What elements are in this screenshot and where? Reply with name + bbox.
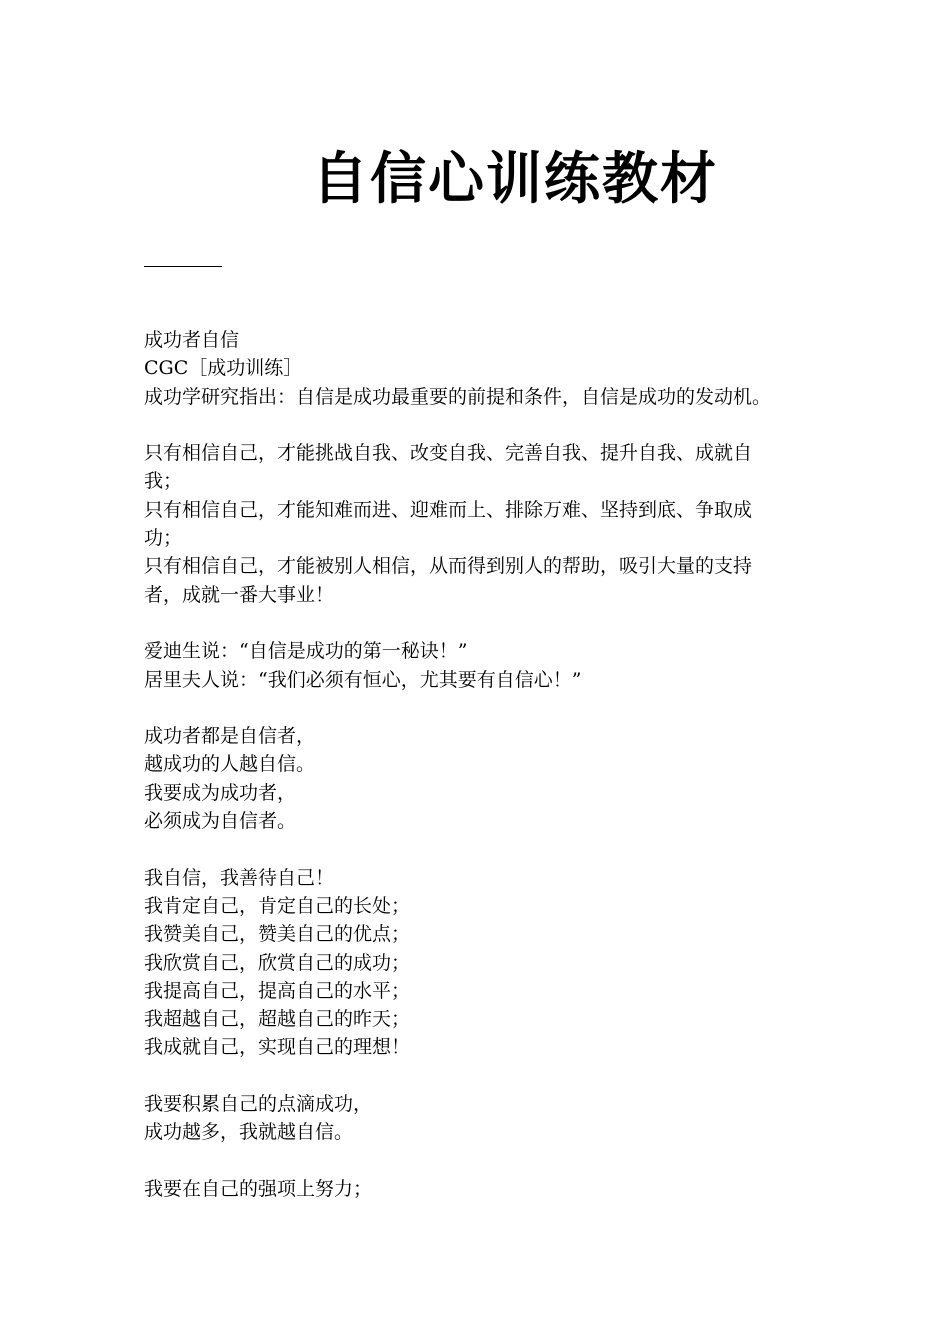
body-text-line: 功； [144, 527, 183, 550]
body-text-line: 只有相信自己，才能知难而进、迎难而上、排除万难、坚持到底、争取成 [144, 498, 753, 521]
body-text-line: 成功学研究指出：自信是成功最重要的前提和条件，自信是成功的发动机。 [144, 385, 772, 408]
document-title: 自信心训练教材 [312, 147, 718, 212]
body-text-line: CGC［成功训练］ [144, 357, 303, 380]
title-divider [144, 266, 222, 267]
blank-line [144, 694, 874, 722]
body-text-line: 我提高自己，提高自己的水平； [144, 979, 411, 1002]
blank-line [144, 1147, 874, 1175]
body-text-line: 我超越自己，超越自己的昨天； [144, 1008, 411, 1031]
body-text-line: 居里夫人说：“我们必须有恒心，尤其要有自信心！” [144, 668, 582, 691]
body-text-line: 我自信，我善待自己！ [144, 866, 335, 889]
body-text-line: 必须成为自信者。 [144, 810, 297, 833]
body-text-line: 成功者都是自信者， [144, 725, 316, 748]
body-text-line: 成功者自信 [144, 329, 240, 351]
blank-line [144, 1062, 874, 1090]
blank-line [144, 609, 874, 637]
body-text-line: 我欣赏自己，欣赏自己的成功； [144, 951, 411, 974]
blank-line [144, 835, 874, 863]
body-text-line: 我要在自己的强项上努力； [144, 1177, 373, 1200]
body-text-line: 我成就自己，实现自己的理想！ [144, 1036, 411, 1059]
body-text-line: 我要成为成功者， [144, 781, 297, 804]
document-body [144, 326, 874, 1203]
body-text-line: 我； [144, 470, 183, 493]
body-text-line: 我赞美自己，赞美自己的优点； [144, 923, 411, 946]
body-text-line: 成功越多，我就越自信。 [144, 1121, 354, 1144]
body-text-line: 爱迪生说：“自信是成功的第一秘诀！” [144, 640, 468, 663]
body-text-line: 只有相信自己，才能被别人相信，从而得到别人的帮助，吸引大量的支持 [144, 555, 753, 578]
body-text-line: 越成功的人越自信。 [144, 753, 316, 776]
body-text-line: 我肯定自己，肯定自己的长处； [144, 894, 411, 917]
blank-line [144, 411, 874, 439]
body-text-line: 只有相信自己，才能挑战自我、改变自我、完善自我、提升自我、成就自 [144, 442, 753, 465]
body-text-line: 我要积累自己的点滴成功， [144, 1093, 373, 1116]
body-text-line: 者，成就一番大事业！ [144, 583, 335, 606]
